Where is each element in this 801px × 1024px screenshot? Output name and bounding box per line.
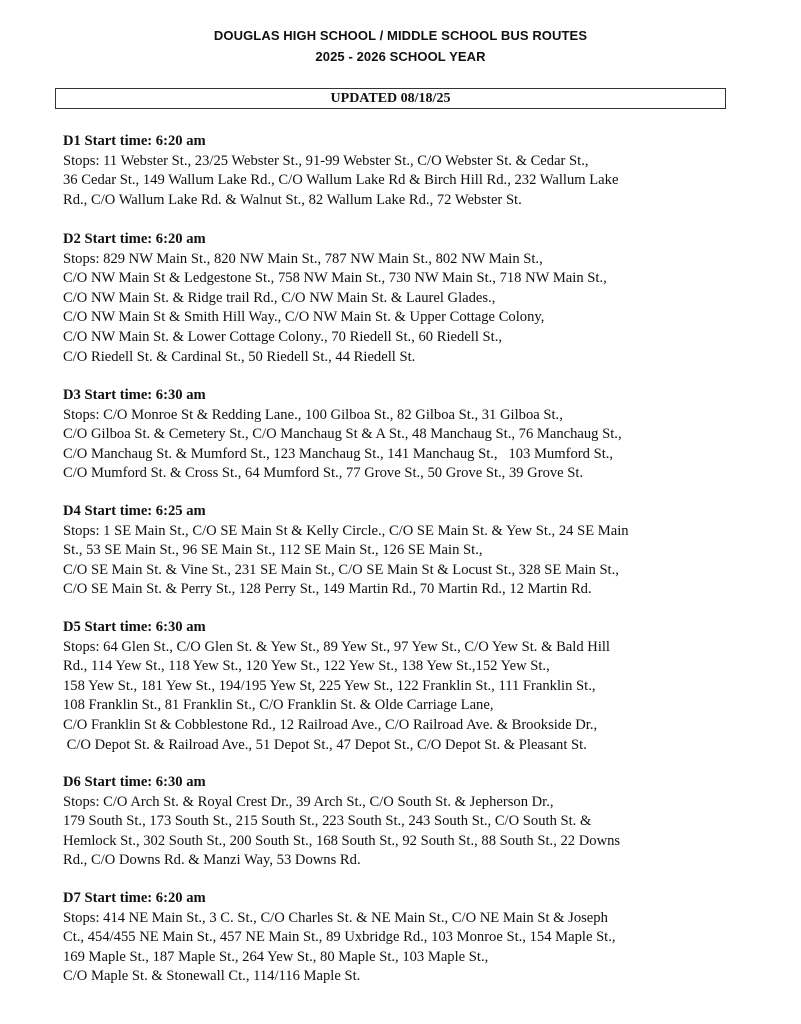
route-stops-line: Stops: C/O Monroe St & Redding Lane., 100 Gilboa St., 82 Gilboa St., 31 Gilboa St., xyxy=(63,406,563,423)
route-stops-line: C/O NW Main St. & Lower Cottage Colony., 70 Riedell St., 60 Riedell St., xyxy=(63,328,503,345)
route-heading: D1 Start time: 6:20 am xyxy=(63,133,206,149)
route-heading: D4 Start time: 6:25 am xyxy=(63,503,206,519)
route-d7 xyxy=(63,889,723,987)
route-stops-line: Ct., 454/455 NE Main St., 457 NE Main St., 89 Uxbridge Rd., 103 Monroe St., 154 Maple St., xyxy=(63,929,616,946)
route-stops-line: St., 53 SE Main St., 96 SE Main St., 112 SE Main St., 126 SE Main St., xyxy=(63,542,483,559)
route-stops-line: C/O Maple St. & Stonewall Ct., 114/116 Maple St. xyxy=(63,968,361,985)
route-stops-line: Stops: 1 SE Main St., C/O SE Main St & Kelly Circle., C/O SE Main St. & Yew St., 24 SE Main xyxy=(63,522,629,539)
route-heading: D7 Start time: 6:20 am xyxy=(63,890,206,906)
route-stops-line: Stops: C/O Arch St. & Royal Crest Dr., 39 Arch St., C/O South St. & Jepherson Dr., xyxy=(63,793,554,810)
route-stops-line: C/O Riedell St. & Cardinal St., 50 Riedell St., 44 Riedell St. xyxy=(63,348,416,365)
route-heading: D2 Start time: 6:20 am xyxy=(63,231,206,247)
route-d4 xyxy=(63,502,723,600)
route-heading: D3 Start time: 6:30 am xyxy=(63,387,206,403)
route-stops-line: 36 Cedar St., 149 Wallum Lake Rd., C/O Wallum Lake Rd & Birch Hill Rd., 232 Wallum Lake xyxy=(63,172,619,189)
route-stops-line: Stops: 11 Webster St., 23/25 Webster St., 91-99 Webster St., C/O Webster St. & Cedar St., xyxy=(63,152,589,169)
route-stops-line: C/O NW Main St & Smith Hill Way., C/O NW Main St. & Upper Cottage Colony, xyxy=(63,309,545,326)
route-stops-line: Hemlock St., 302 South St., 200 South St., 168 South St., 92 South St., 88 South St., 22 Downs xyxy=(63,832,621,849)
route-d6 xyxy=(63,773,723,871)
route-stops-line: C/O SE Main St. & Perry St., 128 Perry St., 149 Martin Rd., 70 Martin Rd., 12 Martin Rd. xyxy=(63,581,592,598)
route-stops-line: 169 Maple St., 187 Maple St., 264 Yew St., 80 Maple St., 103 Maple St., xyxy=(63,948,489,965)
route-stops-line: 158 Yew St., 181 Yew St., 194/195 Yew St, 225 Yew St., 122 Franklin St., 111 Franklin St., xyxy=(63,677,596,694)
route-stops-line: Rd., C/O Wallum Lake Rd. & Walnut St., 82 Wallum Lake Rd., 72 Webster St. xyxy=(63,191,522,208)
route-d2 xyxy=(63,230,723,367)
route-heading: D5 Start time: 6:30 am xyxy=(63,619,206,635)
route-heading: D6 Start time: 6:30 am xyxy=(63,774,206,790)
route-stops-line: Stops: 829 NW Main St., 820 NW Main St., 787 NW Main St., 802 NW Main St., xyxy=(63,250,543,267)
school-year-subtitle: 2025 - 2026 SCHOOL YEAR xyxy=(315,49,486,64)
route-stops-line: C/O Manchaug St. & Mumford St., 123 Manchaug St., 141 Manchaug St., 103 Mumford St., xyxy=(63,445,614,462)
route-stops-line: Rd., C/O Downs Rd. & Manzi Way, 53 Downs Rd. xyxy=(63,852,361,869)
route-stops-line: C/O Gilboa St. & Cemetery St., C/O Manchaug St & A St., 48 Manchaug St., 76 Manchaug St., xyxy=(63,426,622,443)
route-stops-line: C/O Depot St. & Railroad Ave., 51 Depot St., 47 Depot St., C/O Depot St. & Pleasant St. xyxy=(63,736,587,753)
route-stops-line: C/O SE Main St. & Vine St., 231 SE Main St., C/O SE Main St & Locust St., 328 SE Main St., xyxy=(63,561,619,578)
route-stops-line: Rd., 114 Yew St., 118 Yew St., 120 Yew St., 122 Yew St., 138 Yew St.,152 Yew St., xyxy=(63,658,550,675)
route-stops-line: Stops: 64 Glen St., C/O Glen St. & Yew St., 89 Yew St., 97 Yew St., C/O Yew St. & Bald Hill xyxy=(63,638,610,655)
route-d3 xyxy=(63,386,723,484)
route-stops-line: C/O Mumford St. & Cross St., 64 Mumford St., 77 Grove St., 50 Grove St., 39 Grove St. xyxy=(63,465,584,482)
updated-date-box: UPDATED 08/18/25 xyxy=(55,88,726,109)
route-stops-line: C/O NW Main St & Ledgestone St., 758 NW Main St., 730 NW Main St., 718 NW Main St., xyxy=(63,270,607,287)
route-stops-line: 108 Franklin St., 81 Franklin St., C/O Franklin St. & Olde Carriage Lane, xyxy=(63,697,494,714)
route-stops-line: C/O NW Main St. & Ridge trail Rd., C/O NW Main St. & Laurel Glades., xyxy=(63,289,496,306)
route-d1 xyxy=(63,132,723,210)
document-title: DOUGLAS HIGH SCHOOL / MIDDLE SCHOOL BUS ROUTES xyxy=(213,28,588,43)
route-stops-line: Stops: 414 NE Main St., 3 C. St., C/O Charles St. & NE Main St., C/O NE Main St & Joseph xyxy=(63,909,608,926)
route-stops-line: 179 South St., 173 South St., 215 South St., 223 South St., 243 South St., C/O South St. & xyxy=(63,813,592,830)
route-stops-line: C/O Franklin St & Cobblestone Rd., 12 Railroad Ave., C/O Railroad Ave. & Brookside Dr., xyxy=(63,716,598,733)
route-d5 xyxy=(63,618,723,755)
